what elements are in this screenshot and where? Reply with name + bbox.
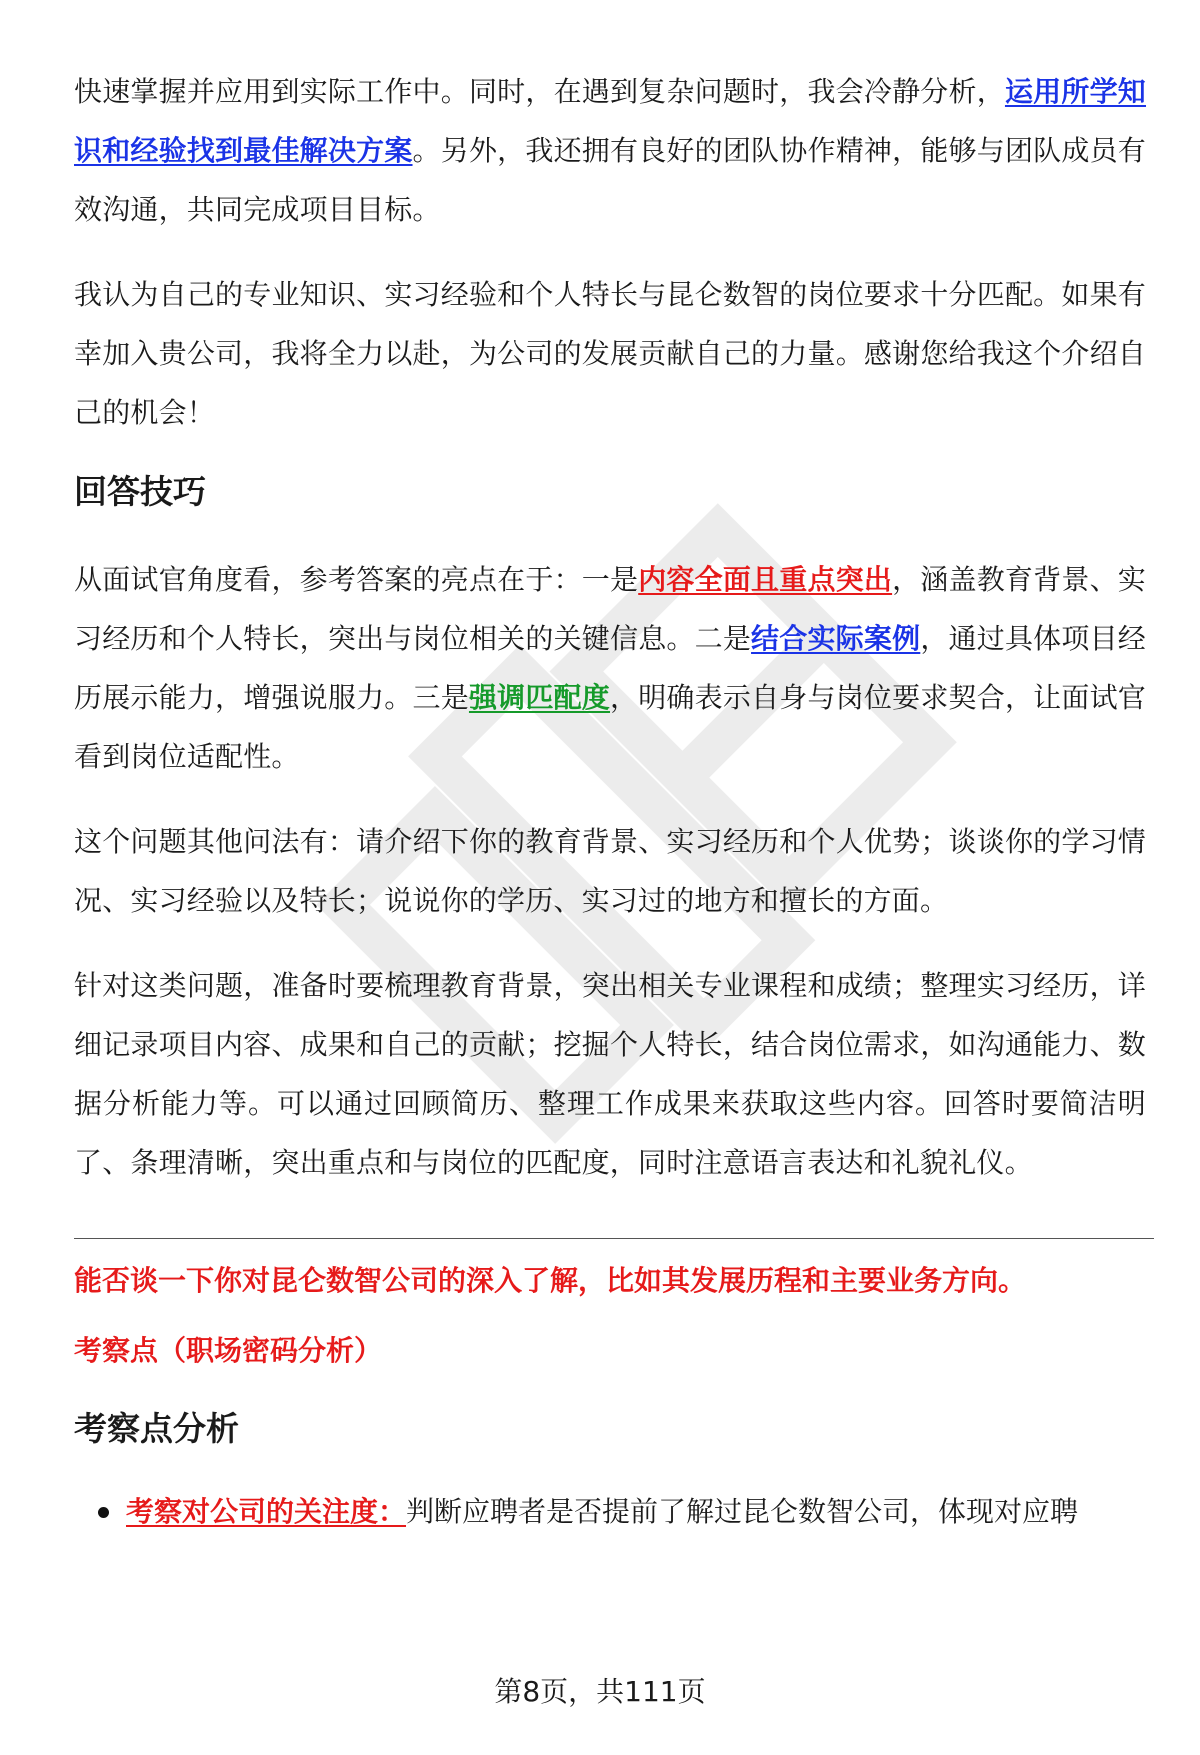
paragraph-self-intro-end: 快速掌握并应用到实际工作中。同时，在遇到复杂问题时，我会冷静分析，运用所学知识和经验找到最佳解决方案。另外，我还拥有良好的团队协作精神，能够与团队成员有效沟通，共同完成项目目标。 — [74, 75, 1146, 226]
paragraph-preparation: 针对这类问题，准备时要梳理教育背景，突出相关专业课程和成绩；整理实习经历，详细记录项目内容、成果和自己的贡献；挖掘个人特长，结合岗位需求，如沟通能力、数据分析能力等。可以通过回顾简历、整理工作成果来获取这些内容。回答时要简洁明了、条理清晰，突出重点和与岗位的匹配度，同时注意语言表达和礼貌礼仪。 — [74, 969, 1146, 1179]
interview-question: 能否谈一下你对昆仑数智公司的深入了解，比如其发展历程和主要业务方向。 — [74, 1264, 1027, 1297]
paragraph-alternative-questions: 这个问题其他问法有：请介绍下你的教育背景、实习经历和个人优势；谈谈你的学习情况、实习经验以及特长；说说你的学历、实习过的地方和擅长的方面。 — [74, 825, 1146, 917]
document-body — [74, 62, 1146, 1537]
paragraph-closing: 我认为自己的专业知识、实习经验和个人特长与昆仑数智的岗位要求十分匹配。如果有幸加入贵公司，我将全力以赴，为公司的发展贡献自己的力量。感谢您给我这个介绍自己的机会！ — [74, 278, 1146, 429]
page-footer: 第8页，共111页 — [0, 1672, 1200, 1712]
section-heading-tips: 回答技巧 — [74, 472, 206, 511]
paragraph-tips-highlights: 从面试官角度看，参考答案的亮点在于：一是内容全面且重点突出，涵盖教育背景、实习经历和个人特长，突出与岗位相关的关键信息。二是结合实际案例，通过具体项目经历展示能力，增强说服力。三是强调匹配度，明确表示自身与岗位要求契合，让面试官看到岗位适配性。 — [74, 563, 1146, 773]
bullet-label: 考察对公司的关注度： — [126, 1495, 407, 1528]
highlight-comprehensive: 内容全面且重点突出 — [638, 563, 893, 596]
subheading-assessment: 考察点（职场密码分析） — [74, 1334, 383, 1367]
highlight-cases: 结合实际案例 — [751, 622, 921, 655]
highlight-solution: 运用所学知识和经验找到最佳解决方案 — [74, 75, 1146, 167]
section-divider — [74, 1238, 1154, 1239]
highlight-match: 强调匹配度 — [468, 681, 611, 714]
list-item — [126, 1487, 1146, 1537]
bullet-icon — [98, 1507, 109, 1518]
analysis-list — [74, 1487, 1146, 1537]
bullet-text: 判断应聘者是否提前了解过昆仑数智公司，体现对应聘 — [406, 1495, 1079, 1528]
section-heading-analysis: 考察点分析 — [74, 1409, 239, 1448]
